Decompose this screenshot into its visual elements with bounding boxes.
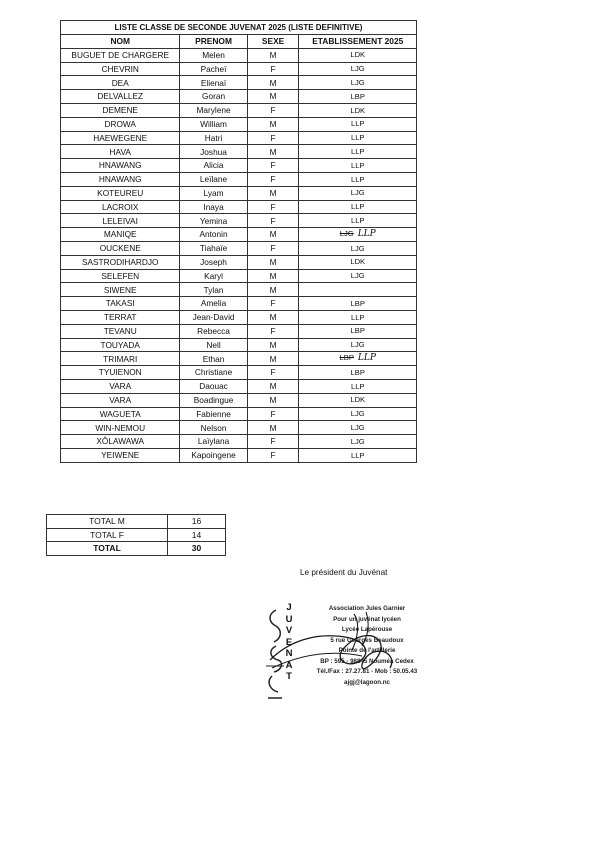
sex-cell: M: [247, 283, 299, 297]
school-cell: [299, 338, 417, 352]
last-name-cell: HAEWEGENE: [61, 131, 180, 145]
first-name-cell: Inaya: [180, 200, 247, 214]
sex-cell: F: [247, 131, 299, 145]
school-code: LDK: [350, 395, 366, 405]
school-cell: [299, 297, 417, 311]
stamp-line: Association Jules Garnier: [328, 605, 406, 612]
handwritten-school-code: LLP: [357, 353, 376, 364]
last-name-cell: DEA: [61, 76, 180, 90]
handwritten-signature: [262, 598, 432, 718]
sex-cell: F: [247, 448, 299, 462]
last-name-cell: HNAWANG: [61, 159, 180, 173]
sex-cell: F: [247, 241, 299, 255]
school-cell: [299, 159, 417, 173]
school-code: LBP: [350, 326, 365, 336]
last-name-cell: OUCKENE: [61, 241, 180, 255]
school-cell: [299, 324, 417, 338]
table-row: [61, 448, 417, 462]
association-stamp: [262, 598, 432, 718]
last-name-cell: HNAWANG: [61, 172, 180, 186]
table-row: [61, 393, 417, 407]
sex-cell: F: [247, 407, 299, 421]
school-cell: [299, 228, 417, 242]
table-row: [61, 269, 417, 283]
school-code: LLP: [350, 146, 365, 156]
school-code: LJG: [350, 422, 365, 432]
sex-cell: M: [247, 117, 299, 131]
sex-cell: M: [247, 145, 299, 159]
column-header: SEXE: [247, 35, 299, 49]
school-code: LLP: [350, 119, 365, 129]
school-code: LJG: [350, 271, 365, 281]
sex-cell: M: [247, 338, 299, 352]
sex-cell: F: [247, 159, 299, 173]
school-code: LLP: [350, 133, 365, 143]
first-name-cell: Melen: [180, 48, 247, 62]
first-name-cell: Fabienne: [180, 407, 247, 421]
first-name-cell: Daouac: [180, 379, 247, 393]
sex-cell: M: [247, 48, 299, 62]
sex-cell: F: [247, 324, 299, 338]
table-row: [61, 200, 417, 214]
sex-cell: F: [247, 366, 299, 380]
school-cell: [299, 172, 417, 186]
last-name-cell: SASTRODIHARDJO: [61, 255, 180, 269]
stamp-line: Tél./Fax : 27.27.81 - Mob : 50.05.43: [316, 668, 418, 675]
table-row: [61, 62, 417, 76]
last-name-cell: XÔLAWAWA: [61, 435, 180, 449]
sex-cell: M: [247, 255, 299, 269]
total-value: 16: [168, 515, 226, 529]
first-name-cell: Kapoingene: [180, 448, 247, 462]
total-label: TOTAL F: [47, 528, 168, 542]
last-name-cell: MANIQE: [61, 228, 180, 242]
stamp-letter: J: [286, 602, 292, 613]
school-cell: [299, 117, 417, 131]
last-name-cell: CHEVRIN: [61, 62, 180, 76]
school-cell: [299, 421, 417, 435]
last-name-cell: SELEFEN: [61, 269, 180, 283]
sex-cell: M: [247, 228, 299, 242]
table-row: [61, 159, 417, 173]
last-name-cell: DROWA: [61, 117, 180, 131]
last-name-cell: TEVANU: [61, 324, 180, 338]
first-name-cell: Rebecca: [180, 324, 247, 338]
table-row: [61, 117, 417, 131]
struck-school-code: LBP: [339, 353, 354, 363]
stamp-line: BP : 595 - 98845 Nouméa Cedex: [320, 657, 414, 665]
last-name-cell: LACROIX: [61, 200, 180, 214]
first-name-cell: Jean-David: [180, 310, 247, 324]
stamp-line: Pointe de l'artillerie: [338, 647, 396, 654]
totals-table: [46, 514, 226, 556]
table-row: [61, 338, 417, 352]
total-value: 14: [168, 528, 226, 542]
last-name-cell: LELEIVAI: [61, 214, 180, 228]
sex-cell: M: [247, 269, 299, 283]
total-label: TOTAL: [47, 542, 168, 556]
table-row: [61, 214, 417, 228]
first-name-cell: Alicia: [180, 159, 247, 173]
totals-row: [47, 528, 226, 542]
sex-cell: M: [247, 310, 299, 324]
table-row: [61, 76, 417, 90]
first-name-cell: Tylan: [180, 283, 247, 297]
school-cell: [299, 448, 417, 462]
school-cell: [299, 269, 417, 283]
table-row: [61, 145, 417, 159]
first-name-cell: Elienaï: [180, 76, 247, 90]
stamp-letter: N: [285, 648, 293, 659]
last-name-cell: TYUIENON: [61, 366, 180, 380]
school-cell: [299, 352, 417, 366]
first-name-cell: Laïylana: [180, 435, 247, 449]
school-code: LLP: [350, 174, 365, 184]
school-cell: [299, 200, 417, 214]
school-code: LBP: [350, 91, 365, 101]
school-cell: [299, 145, 417, 159]
sex-cell: M: [247, 186, 299, 200]
school-cell: [299, 62, 417, 76]
total-label: TOTAL M: [47, 515, 168, 529]
school-cell: [299, 310, 417, 324]
table-row: [61, 186, 417, 200]
school-code: LJG: [350, 64, 365, 74]
first-name-cell: Amelia: [180, 297, 247, 311]
sex-cell: F: [247, 297, 299, 311]
school-cell: [299, 103, 417, 117]
first-name-cell: Pacheï: [180, 62, 247, 76]
school-code: LJG: [350, 243, 365, 253]
table-row: [61, 283, 417, 297]
table-row: [61, 297, 417, 311]
school-code: LDK: [350, 257, 366, 267]
stamp-line: Pour un juvénat lycéen: [333, 615, 401, 623]
sex-cell: F: [247, 214, 299, 228]
table-row: [61, 379, 417, 393]
school-code: LJG: [350, 409, 365, 419]
last-name-cell: VARA: [61, 379, 180, 393]
school-code: LJG: [350, 436, 365, 446]
school-cell: [299, 241, 417, 255]
school-cell: [299, 393, 417, 407]
handwritten-school-code: LLP: [357, 229, 376, 240]
table-row: [61, 255, 417, 269]
first-name-cell: Joseph: [180, 255, 247, 269]
last-name-cell: TOUYADA: [61, 338, 180, 352]
first-name-cell: Antonin: [180, 228, 247, 242]
first-name-cell: Tiahaïe: [180, 241, 247, 255]
last-name-cell: VARA: [61, 393, 180, 407]
first-name-cell: Nelson: [180, 421, 247, 435]
first-name-cell: Marylene: [180, 103, 247, 117]
table-row: [61, 90, 417, 104]
school-cell: [299, 379, 417, 393]
first-name-cell: Lyam: [180, 186, 247, 200]
first-name-cell: Karyl: [180, 269, 247, 283]
school-cell: [299, 186, 417, 200]
last-name-cell: YEIWENE: [61, 448, 180, 462]
last-name-cell: WAGUETA: [61, 407, 180, 421]
sex-cell: F: [247, 62, 299, 76]
school-code: LDK: [350, 50, 366, 60]
table-row: [61, 241, 417, 255]
last-name-cell: TERRAT: [61, 310, 180, 324]
last-name-cell: SIWENE: [61, 283, 180, 297]
class-list-table: [60, 20, 417, 463]
school-cell: [299, 407, 417, 421]
sex-cell: F: [247, 103, 299, 117]
table-row: [61, 366, 417, 380]
last-name-cell: KOTEUREU: [61, 186, 180, 200]
school-code: LLP: [350, 450, 365, 460]
first-name-cell: Boadingue: [180, 393, 247, 407]
table-row: [61, 421, 417, 435]
last-name-cell: TAKASI: [61, 297, 180, 311]
table-row: [61, 131, 417, 145]
school-cell: [299, 435, 417, 449]
column-header: NOM: [61, 35, 180, 49]
table-row: [61, 103, 417, 117]
total-value: 30: [168, 542, 226, 556]
school-code: LLP: [350, 381, 365, 391]
school-code: LBP: [350, 367, 365, 377]
last-name-cell: DEMENE: [61, 103, 180, 117]
student-rows: [61, 48, 417, 462]
table-row: [61, 352, 417, 366]
table-row: [61, 435, 417, 449]
school-code: LLP: [350, 160, 365, 170]
first-name-cell: William: [180, 117, 247, 131]
school-cell: [299, 366, 417, 380]
sex-cell: M: [247, 393, 299, 407]
table-row: [61, 324, 417, 338]
stamp-letter: V: [285, 625, 293, 636]
school-cell: [299, 48, 417, 62]
sex-cell: M: [247, 76, 299, 90]
struck-school-code: LJG: [339, 229, 354, 239]
school-cell: [299, 131, 417, 145]
school-code: LDK: [350, 105, 366, 115]
school-cell: [299, 76, 417, 90]
table-row: [61, 48, 417, 62]
table-row: [61, 172, 417, 186]
sex-cell: F: [247, 200, 299, 214]
school-cell: [299, 255, 417, 269]
column-header: PRENOM: [180, 35, 247, 49]
first-name-cell: Goran: [180, 90, 247, 104]
sex-cell: F: [247, 172, 299, 186]
last-name-cell: BUGUET DE CHARGERE: [61, 48, 180, 62]
school-code: LJG: [350, 77, 365, 87]
first-name-cell: Yemina: [180, 214, 247, 228]
stamp-line: ajgj@lagoon.nc: [344, 678, 390, 686]
school-code: LJG: [350, 188, 365, 198]
first-name-cell: Joshua: [180, 145, 247, 159]
sex-cell: M: [247, 352, 299, 366]
first-name-cell: Ethan: [180, 352, 247, 366]
school-cell: [299, 90, 417, 104]
school-code: LBP: [350, 298, 365, 308]
sex-cell: M: [247, 421, 299, 435]
table-row: [61, 310, 417, 324]
school-code: LLP: [350, 312, 365, 322]
stamp-line: Lycée Lapérouse: [341, 626, 393, 633]
school-cell: [299, 214, 417, 228]
last-name-cell: HAVA: [61, 145, 180, 159]
table-row: [61, 228, 417, 242]
column-headers: [61, 35, 417, 49]
first-name-cell: Hatri: [180, 131, 247, 145]
first-name-cell: Leïlane: [180, 172, 247, 186]
table-row: [61, 407, 417, 421]
stamp-letter: T: [286, 671, 292, 682]
school-cell: [299, 283, 417, 297]
last-name-cell: TRIMARI: [61, 352, 180, 366]
sex-cell: M: [247, 90, 299, 104]
school-code: LLP: [350, 215, 365, 225]
totals-row: [47, 542, 226, 556]
president-label: Le président du Juvénat: [300, 568, 388, 577]
school-code: LLP: [350, 202, 365, 212]
first-name-cell: Nell: [180, 338, 247, 352]
stamp-letter: E: [285, 636, 293, 648]
stamp-line: 5 rue Georges Beaudoux: [330, 636, 404, 644]
column-header: ETABLISSEMENT 2025: [299, 35, 417, 49]
last-name-cell: DELVALLEZ: [61, 90, 180, 104]
stamp-letter: A: [285, 659, 293, 671]
sex-cell: M: [247, 379, 299, 393]
school-code: LJG: [350, 340, 365, 350]
last-name-cell: WIN-NEMOU: [61, 421, 180, 435]
sex-cell: F: [247, 435, 299, 449]
totals-row: [47, 515, 226, 529]
stamp-letter: U: [285, 613, 293, 625]
first-name-cell: Christiane: [180, 366, 247, 380]
list-title: LISTE CLASSE DE SECONDE JUVENAT 2025 (LISTE DEFINITIVE): [61, 21, 417, 35]
